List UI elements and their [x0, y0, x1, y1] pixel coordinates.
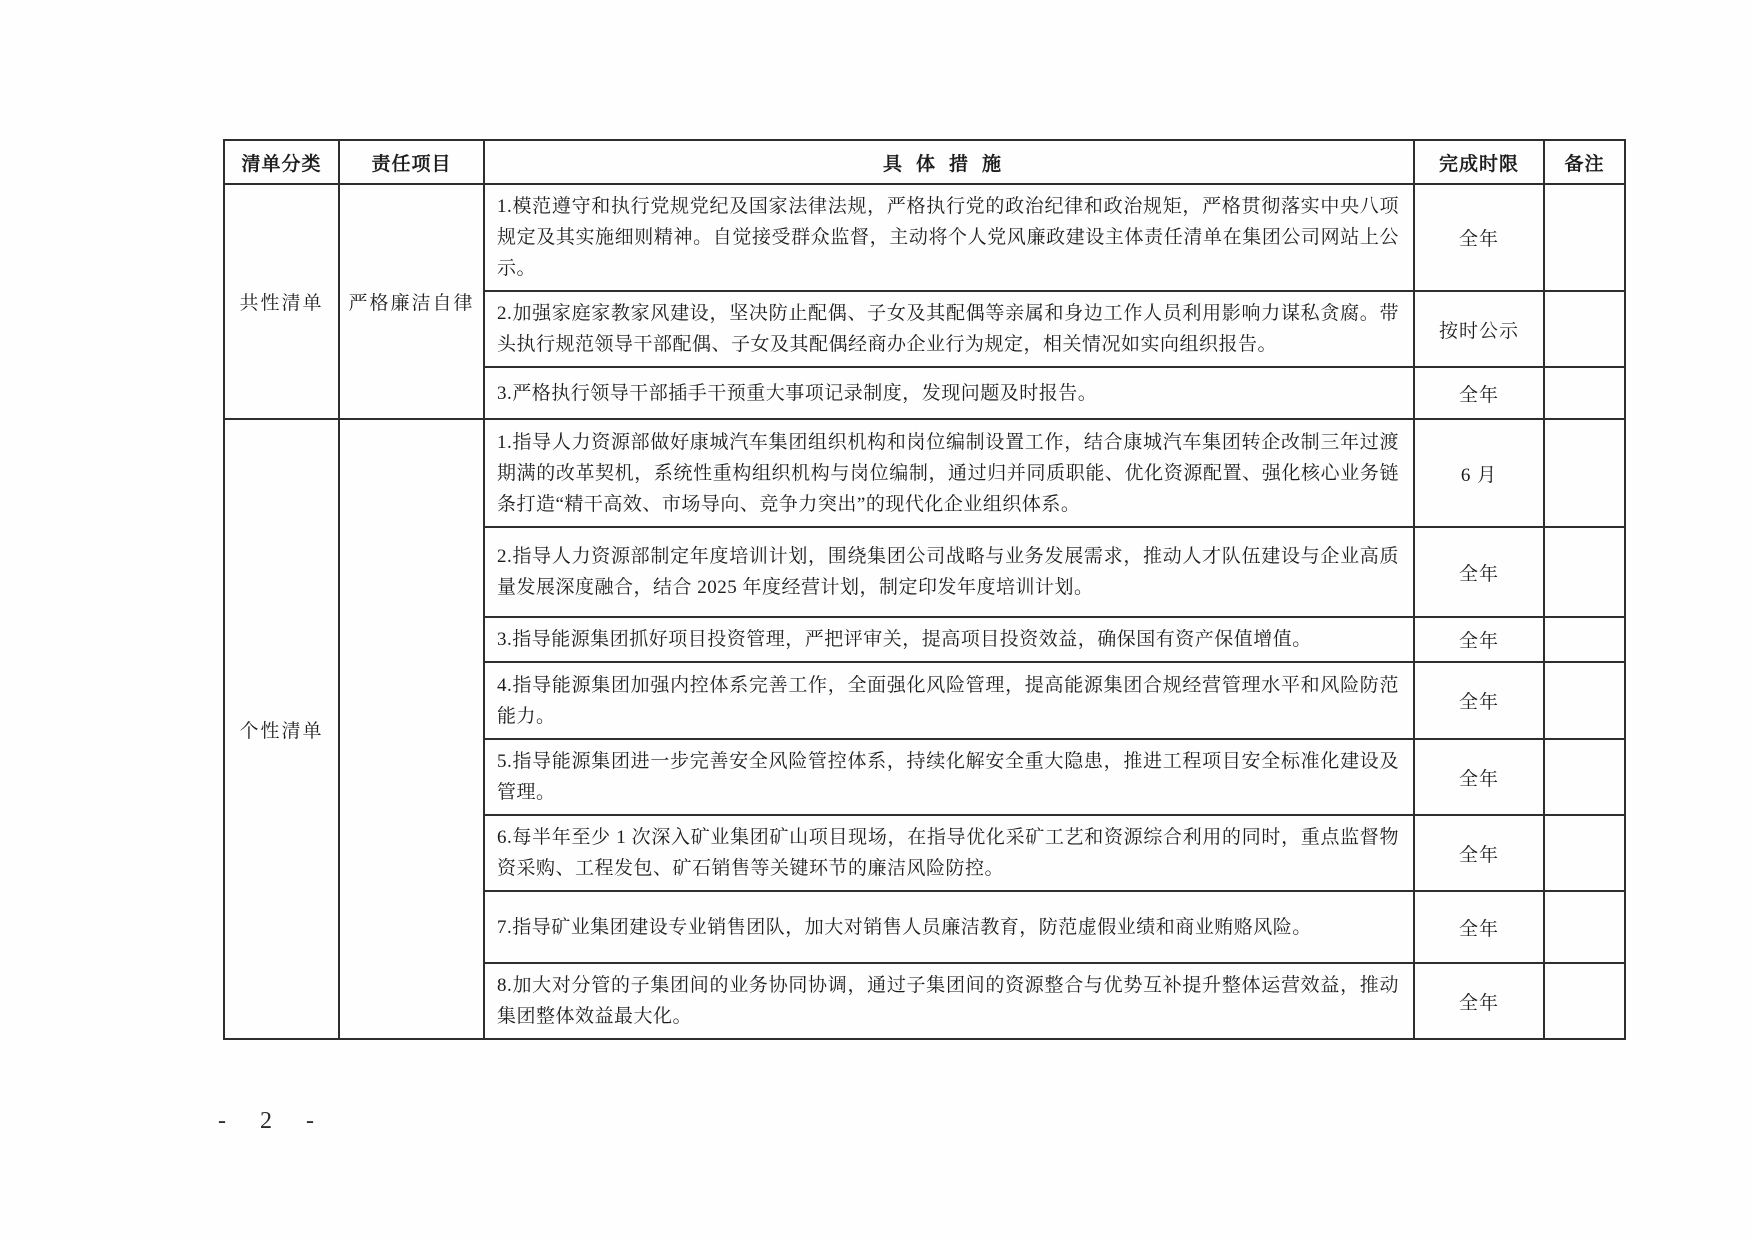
section-category: 共性清单	[224, 184, 339, 419]
measure-cell: 2.加强家庭家教家风建设，坚决防止配偶、子女及其配偶等亲属和身边工作人员利用影响力谋私贪腐。带头执行规范领导干部配偶、子女及其配偶经商办企业行为规定，相关情况如实向组织报告。	[484, 291, 1414, 367]
responsibility-list-table	[223, 139, 1626, 1040]
deadline-cell: 全年	[1414, 527, 1544, 617]
section-project	[339, 419, 484, 1039]
remark-cell	[1544, 963, 1625, 1039]
header-category: 清单分类	[224, 140, 339, 184]
remark-cell	[1544, 617, 1625, 662]
deadline-cell: 全年	[1414, 963, 1544, 1039]
page-number: - 2 -	[218, 1108, 328, 1134]
deadline-cell: 按时公示	[1414, 291, 1544, 367]
section-category: 个性清单	[224, 419, 339, 1039]
remark-cell	[1544, 291, 1625, 367]
remark-cell	[1544, 184, 1625, 291]
header-measures: 具体措施	[484, 140, 1414, 184]
deadline-cell: 全年	[1414, 891, 1544, 963]
measure-cell: 2.指导人力资源部制定年度培训计划，围绕集团公司战略与业务发展需求，推动人才队伍建设与企业高质量发展深度融合，结合 2025 年度经营计划，制定印发年度培训计划。	[484, 527, 1414, 617]
remark-cell	[1544, 815, 1625, 891]
deadline-cell: 全年	[1414, 739, 1544, 815]
table-row	[224, 184, 1625, 291]
measure-cell: 4.指导能源集团加强内控体系完善工作，全面强化风险管理，提高能源集团合规经营管理水平和风险防范能力。	[484, 662, 1414, 739]
remark-cell	[1544, 662, 1625, 739]
remark-cell	[1544, 739, 1625, 815]
measure-cell: 7.指导矿业集团建设专业销售团队，加大对销售人员廉洁教育，防范虚假业绩和商业贿赂风险。	[484, 891, 1414, 963]
measure-cell: 1.模范遵守和执行党规党纪及国家法律法规，严格执行党的政治纪律和政治规矩，严格贯彻落实中央八项规定及其实施细则精神。自觉接受群众监督，主动将个人党风廉政建设主体责任清单在集团公司网站上公示。	[484, 184, 1414, 291]
table-header-row	[224, 140, 1625, 184]
remark-cell	[1544, 891, 1625, 963]
section-project: 严格廉洁自律	[339, 184, 484, 419]
measure-cell: 8.加大对分管的子集团间的业务协同协调，通过子集团间的资源整合与优势互补提升整体运营效益，推动集团整体效益最大化。	[484, 963, 1414, 1039]
deadline-cell: 全年	[1414, 617, 1544, 662]
deadline-cell: 全年	[1414, 815, 1544, 891]
measure-cell: 1.指导人力资源部做好康城汽车集团组织机构和岗位编制设置工作，结合康城汽车集团转企改制三年过渡期满的改革契机，系统性重构组织机构与岗位编制，通过归并同质职能、优化资源配置、强化核心业务链条打造“精干高效、市场导向、竞争力突出”的现代化企业组织体系。	[484, 419, 1414, 527]
deadline-cell: 全年	[1414, 184, 1544, 291]
header-remarks: 备注	[1544, 140, 1625, 184]
measure-cell: 5.指导能源集团进一步完善安全风险管控体系，持续化解安全重大隐患，推进工程项目安全标准化建设及管理。	[484, 739, 1414, 815]
remark-cell	[1544, 527, 1625, 617]
deadline-cell: 全年	[1414, 367, 1544, 419]
header-deadline: 完成时限	[1414, 140, 1544, 184]
measure-cell: 6.每半年至少 1 次深入矿业集团矿山项目现场，在指导优化采矿工艺和资源综合利用的同时，重点监督物资采购、工程发包、矿石销售等关键环节的廉洁风险防控。	[484, 815, 1414, 891]
measure-cell: 3.指导能源集团抓好项目投资管理，严把评审关，提高项目投资效益，确保国有资产保值增值。	[484, 617, 1414, 662]
deadline-cell: 全年	[1414, 662, 1544, 739]
deadline-cell: 6 月	[1414, 419, 1544, 527]
header-project: 责任项目	[339, 140, 484, 184]
remark-cell	[1544, 367, 1625, 419]
measure-cell: 3.严格执行领导干部插手干预重大事项记录制度，发现问题及时报告。	[484, 367, 1414, 419]
table-row	[224, 419, 1625, 527]
remark-cell	[1544, 419, 1625, 527]
